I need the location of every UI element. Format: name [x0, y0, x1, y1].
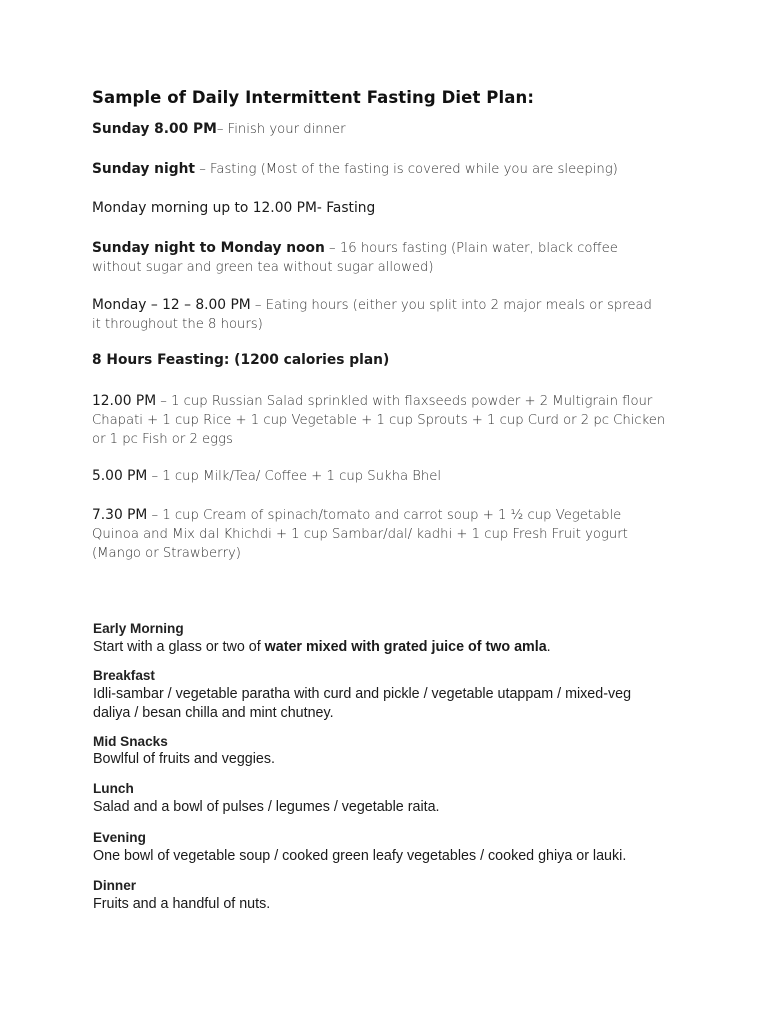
- plan-text-early-morning: [93, 638, 693, 657]
- schedule-item-sunday-to-monday: [92, 239, 652, 277]
- schedule-time: Monday – 12 – 8.00 PM: [92, 297, 251, 313]
- schedule-item-monday-eating: [92, 296, 662, 334]
- plan-label-dinner: Dinner: [93, 878, 137, 893]
- plan-label-evening: Evening: [93, 830, 146, 845]
- meal-text: 1 cup Russian Salad sprinkled with flaxseeds powder + 2 Multigrain flour Chapati + 1 cup Rice + 1 cup Vegetable + 1 cup Sprouts + 1 cup Curd or 2 pc Chicken or 1 pc Fish or 2 eggs: [92, 394, 666, 447]
- plan-text-post: .: [546, 639, 551, 655]
- schedule-item-sunday-dinner: [92, 120, 682, 139]
- feasting-title: 8 Hours Feasting: (1200 calories plan): [92, 352, 390, 368]
- meal-separator: –: [147, 469, 163, 484]
- plan-text-evening: One bowl of vegetable soup / cooked green leafy vegetables / cooked ghiya or lauki.: [93, 848, 627, 864]
- plan-text-bold: water mixed with grated juice of two amla: [264, 639, 547, 655]
- schedule-time: Sunday night to Monday noon: [92, 240, 325, 256]
- schedule-text: Eating hours (either you split into 2 major meals or spread it throughout the 8 hours): [92, 298, 652, 332]
- plan-text-pre: Start with a glass or two of: [93, 639, 265, 655]
- schedule-time: Monday morning up to 12.00 PM- Fasting: [92, 200, 376, 216]
- plan-label-breakfast: Breakfast: [93, 668, 155, 683]
- page-title: Sample of Daily Intermittent Fasting Diet Plan:: [92, 88, 535, 107]
- schedule-separator: –: [216, 122, 228, 137]
- plan-text-lunch: Salad and a bowl of pulses / legumes / vegetable raita.: [93, 799, 440, 815]
- schedule-separator: –: [195, 162, 210, 177]
- schedule-text: Fasting (Most of the fasting is covered while you are sleeping): [209, 162, 618, 177]
- meal-separator: –: [147, 508, 163, 523]
- schedule-separator: –: [324, 241, 340, 256]
- plan-label-lunch: Lunch: [93, 781, 134, 796]
- meal-text: 1 cup Milk/Tea/ Coffee + 1 cup Sukha Bhel: [162, 469, 442, 484]
- meal-separator: –: [156, 394, 172, 409]
- plan-text-breakfast: Idli-sambar / vegetable paratha with curd and pickle / vegetable utappam / mixed-veg daliya / besan chilla and mint chutney.: [93, 686, 632, 721]
- schedule-item-monday-morning: [92, 199, 682, 218]
- plan-label-mid-snacks: Mid Snacks: [93, 734, 168, 749]
- meal-text: 1 cup Cream of spinach/tomato and carrot soup + 1 ½ cup Vegetable Quinoa and Mix dal Khichdi + 1 cup Sambar/dal/ kadhi + 1 cup Fresh Fruit yogurt (Mango or Strawberry): [92, 508, 628, 561]
- meal-item-noon: [92, 392, 672, 449]
- schedule-text: 16 hours fasting (Plain water, black coffee without sugar and green tea without sugar allowed): [92, 241, 618, 275]
- schedule-item-sunday-night: [92, 160, 682, 179]
- schedule-time: Sunday 8.00 PM: [92, 121, 217, 137]
- meal-time: 5.00 PM: [92, 468, 148, 484]
- plan-text-dinner: Fruits and a handful of nuts.: [93, 896, 271, 912]
- meal-item-evening-snack: [92, 467, 682, 486]
- schedule-text: Finish your dinner: [227, 122, 346, 137]
- plan-text-mid-snacks: Bowlful of fruits and veggies.: [93, 751, 275, 767]
- meal-item-dinner: [92, 506, 667, 563]
- meal-time: 7.30 PM: [92, 507, 148, 523]
- schedule-separator: –: [250, 298, 266, 313]
- plan-label-early-morning: Early Morning: [93, 621, 184, 636]
- schedule-time: Sunday night: [92, 161, 195, 177]
- meal-time: 12.00 PM: [92, 393, 157, 409]
